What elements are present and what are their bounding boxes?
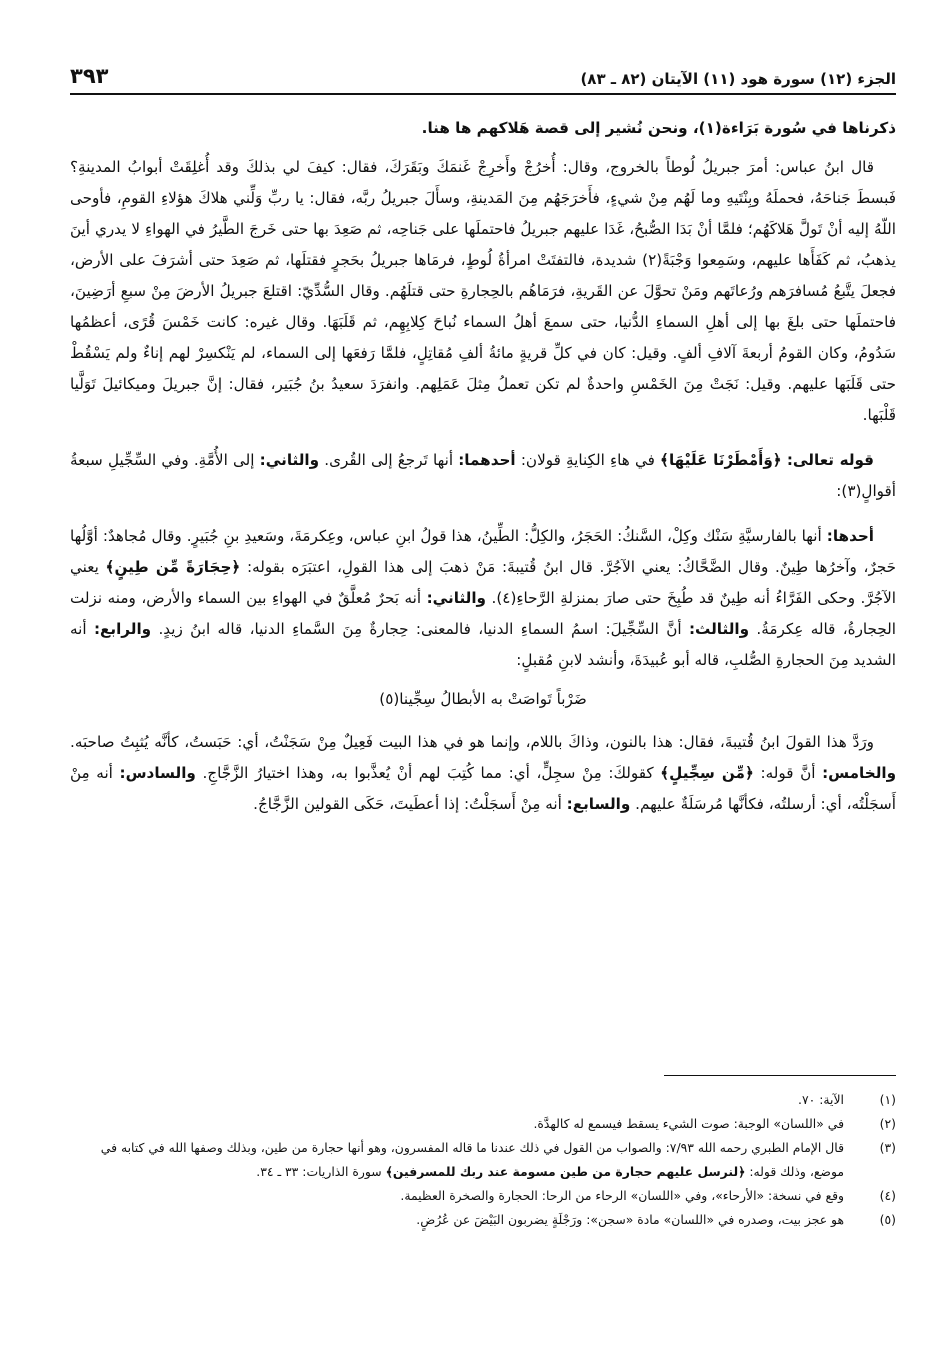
heading-seventh: والسابع: bbox=[566, 795, 631, 813]
text-run: أنه الشديد مِنَ الحجارةِ الصُّلبِ، قاله أبو عُبيدَةَ، وأنشد لابنِ مُقبلٍ: bbox=[70, 620, 896, 669]
text-run: أنه مِنْ أَسجَلْتُ: إذا أعطَيتَ، حَكَى القولين الزَّجَّاجُ. bbox=[253, 795, 562, 813]
text-run: أنه بَحرٌ مُعلَّقٌ في الهواءِ بين السماء والأرض، ومنه نزلت الحِجارةُ، قاله عِكرمَةُ. bbox=[70, 589, 897, 638]
footnote-1 bbox=[70, 1088, 896, 1112]
header-rule bbox=[70, 93, 896, 95]
footnote-3 bbox=[70, 1136, 896, 1184]
text-run: أنَّ السِّجِّيلَ: اسمُ السماءِ الدنيا، فالمعنى: حِجارةٌ مِنَ السَّماءِ الدنيا، قاله ابنُ زيدٍ. bbox=[158, 620, 682, 638]
heading-first: أحدهما: bbox=[458, 451, 516, 469]
footnote-number: (٢) bbox=[879, 1116, 896, 1131]
quran-quote: ﴿وَأَمْطَرْنَا عَلَيْهَا﴾ bbox=[660, 451, 782, 469]
paragraph-4 bbox=[70, 521, 896, 676]
poetry-verse: ضَرْباً تَواصَتْ به الأبطالُ سِجِّينا(٥) bbox=[379, 690, 587, 708]
text-run: ورَدَّ هذا القولَ ابنُ قُتيبةَ، فقال: هذا بالنون، وذاكَ باللام، وإنما هو في هذا البيت فَعِيلٌ مِنْ سَجَنْتُ، أي: حَبَستُ، كأنَّه يُثبِتُ صاحبَه. bbox=[70, 733, 874, 751]
text-run: أنَّ قوله: bbox=[760, 764, 816, 782]
text-run: أنها تَرجعُ إلى القُرى. bbox=[324, 451, 454, 469]
footnote-rule bbox=[664, 1075, 896, 1076]
heading-sixth: والسادس: bbox=[119, 764, 196, 782]
main-text bbox=[70, 113, 896, 834]
quran-quote: ﴿لنرسل عليهم حجارة من طين مسومة عند ربك للمسرفين﴾ bbox=[385, 1164, 746, 1179]
footnote-4 bbox=[70, 1184, 896, 1208]
footnote-number: (٥) bbox=[879, 1212, 896, 1227]
footnote-5 bbox=[70, 1208, 896, 1232]
text-run: كقولكَ: مِنْ سجِلٍّ، أي: مما كُتِبَ لهم أنْ يُعذَّبوا به، وهذا اختيارُ الزَّجَّاجِ. bbox=[202, 764, 654, 782]
heading-second: والثاني: bbox=[426, 589, 486, 607]
paragraph-5 bbox=[70, 727, 896, 820]
footnote-text bbox=[70, 1136, 844, 1184]
footnote-text: في «اللسان» الوجبة: صوت الشيء يسقط فيسمع له كالهدَّة. bbox=[533, 1116, 844, 1131]
heading-first: أحدها: bbox=[826, 527, 875, 545]
book-page bbox=[70, 0, 896, 1368]
heading-fifth: والخامس: bbox=[822, 764, 897, 782]
paragraph-1: ذكرناها في سُورة بَرَاءة(١)، ونحن نُشير إلى قصة هَلاكهم ها هنا. bbox=[421, 119, 896, 137]
text-run: قال الإمام الطبري رحمه الله ٧/٩٣: والصواب من القول في ذلك عندنا ما قاله المفسرون، وهو أنها حجارة من طين، وبذلك وصفها الله في كتابه في موضع، وذلك قوله: bbox=[100, 1140, 844, 1179]
heading-fourth: والرابع: bbox=[93, 620, 152, 638]
page-number: ٣٩٣ bbox=[70, 64, 109, 88]
text-run: سورة الذاريات: ٣٣ ـ ٣٤. bbox=[256, 1164, 382, 1179]
page-header bbox=[70, 58, 896, 88]
heading-third: والثالث: bbox=[688, 620, 750, 638]
quran-quote: ﴿حِجَارَةً مِّن طِينٍ﴾ bbox=[105, 558, 241, 576]
text-run: أنه مِنْ أَسجَلْتُه، أي: أرسلتُه، فكأنَّها مُرسَلَةٌ عليهم. bbox=[70, 764, 896, 813]
heading-second: والثاني: bbox=[259, 451, 320, 469]
text-run: إلى الأُمَّةِ. وفي السِّجِّيلِ سبعةُ أقوالٍ(٣): bbox=[70, 451, 896, 500]
footnote-text: وقع في نسخة: «الأرحاء»، وفي «اللسان» الرحاء من الرحا: الحجارة والصخرة العظيمة. bbox=[400, 1188, 844, 1203]
footnote-text: الآية: ٧٠. bbox=[798, 1092, 844, 1107]
footnote-number: (٤) bbox=[879, 1188, 896, 1203]
text-run: أنها بالفارسيَّةِ سَنْك وكِلْ، السَّنكُ: الحَجَرُ، والكِلُّ: الطِّينُ، هذا قولُ ابنِ عباس، وعِكرمَةَ، وسَعيدِ بنِ جُبَيرٍ. وقال مُجاهدٌ: أوَّلُها حَجرٌ، وآخرُها طِينٌ. وقال الضَّحَّاكُ: يعني الآجُرَّ. قال ابنُ قُتيبةَ: مَنْ ذهبَ إلى هذا القولِ، اعتبَرَه بقوله: bbox=[70, 527, 897, 576]
footnote-2 bbox=[70, 1112, 896, 1136]
quran-quote: ﴿مِّن سِجِّيلٍ﴾ bbox=[660, 764, 754, 782]
running-title: الجزء (١٢) سورة هود (١١) الآيتان (٨٢ ـ ٨٣) bbox=[580, 70, 896, 88]
paragraph-2: قال ابنُ عباس: أمرَ جبريلُ لُوطاً بالخروج، وقال: أُخرُجْ وأَخرِجْ غَنمَكَ وبَقَرَكَ، فقال: كيفَ لي بذلكَ وقد أُغلِقَتْ أبوابُ المدينةِ؟ فَبسطَ جَناحَهُ، فحملَهُ وبِنْتَيهِ وما لَهُم مِنْ شيءٍ، فأَخرَجَهُم مِنَ المَدينةِ، وسأَلَ جبريلُ ربَّه، فقال: يا ربِّ وَلِّني هلاكَ هؤلاءِ القومِ، فأوحى اللّهُ إليه أنْ تَولَّ هَلاكَهُم؛ فلمَّا أنْ بَدَا الصُّبحُ، غَدَا عليهم جبريلُ فاحتملَها على جَناحِه، ثم صَعِدَ بها حتى خَرجَ الطَّيرُ في الهواءِ لا يدري أينَ يذهبُ، ثم كَفَأَها عليهم، وسَمِعوا وَجْبَةً(٢) شديدة، فالتفتَتْ امرأةُ لُوطٍ، فرمَاها جبريلُ بحَجرٍ فقتلَها، ثم صَعِدَ حتى أشرَفَ على الأرض، فجعلَ يتَّبعُ مُسافرَهم ورُعاتَهم ومَنْ تحوَّلَ عن القَريةِ، فرَمَاهُم بالحِجارةِ حتى قتلَهُم. وقال السُّدِّيّ: اقتلعَ جبريلُ الأرضَ مِنْ سبعِ أرَضِينَ، فاحتملَها حتى بلغَ بها إلى أهلِ السماءِ الدُّنيا، حتى سمعَ أهلُ السماء نُباحَ كِلابِهِم، ثم قَلَبَهَا. وقال غيره: كانت خَمْسَ قُرًى، أعظمُها سَدُومُ، وكان القومُ أربعةَ آلافِ ألفٍ. وقيل: كان في كلِّ قريةٍ مائةُ ألفِ مُقاتِلٍ، فلمَّا رَفعَها إلى السماء، لم يَنْكسِرْ لهم إناءٌ ولم يَسْقُطْ حتى قَلَبَها عليهم. وقيل: نَجَتْ مِنَ الخَمْسِ واحدةٌ لم تكن تعملُ مِثلَ عَمَلِهم. وانفرَدَ سعيدُ بنُ جُبَير، فقال: إنَّ جبريلَ وميكائيلَ تَوَلَّيا قَلْبَها. bbox=[70, 158, 896, 424]
footnote-number: (١) bbox=[879, 1092, 896, 1107]
text-run: في هاءِ الكِنايةِ قولان: bbox=[520, 451, 655, 469]
footnotes bbox=[70, 1088, 896, 1232]
footnote-text: هو عجز بيت، وصدره في «اللسان» مادة «سجن»: ورَجْلَةٍ يضربون البَيْضَ عن عُرُضٍ. bbox=[416, 1212, 844, 1227]
qawluhu-label: قوله تعالى: bbox=[786, 451, 874, 469]
footnote-number: (٣) bbox=[879, 1140, 896, 1155]
paragraph-3 bbox=[70, 445, 896, 507]
text-run: يعني الآجُرَّ. وحكى الفَرَّاءُ أنه طِينٌ قد طُبِخَ حتى صارَ بمنزلةِ الرَّحاءِ(٤). bbox=[70, 558, 896, 607]
